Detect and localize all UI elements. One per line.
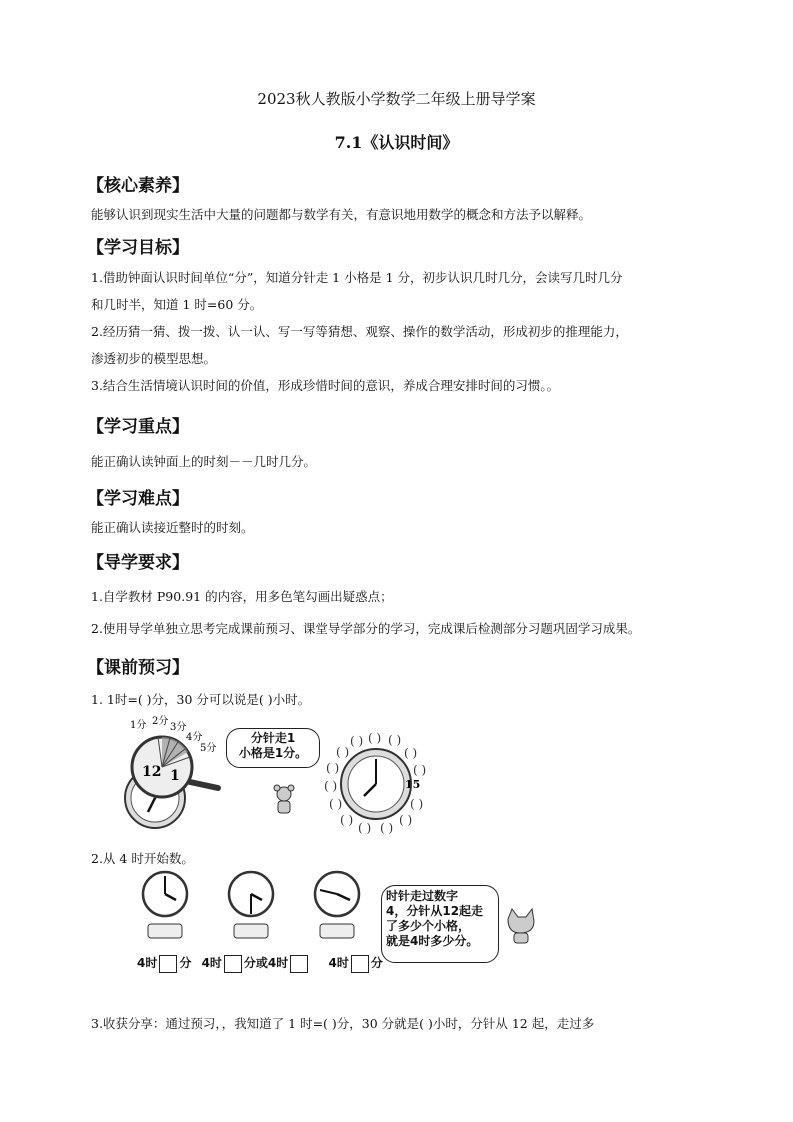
fox-icon [500, 905, 544, 945]
mag-label-4: 4分 [186, 732, 203, 743]
fill-label-5: 4时 [328, 956, 349, 970]
bubble2-line2: 4，分针从12起走 [386, 904, 484, 918]
answer-box-1[interactable] [159, 955, 177, 973]
clock-c-icon [315, 872, 359, 938]
difficult-text: 能正确认读接近整时的时刻。 [91, 520, 254, 535]
preview-q2: 2.从 4 时开始数。 [91, 851, 194, 866]
mag-num-1: 1 [170, 768, 180, 784]
magnifier-icon [130, 714, 218, 797]
mag-num-12: 12 [142, 764, 162, 780]
svg-text:( ): ( ) [380, 821, 394, 835]
minute-clock-icon [324, 731, 426, 835]
heading-key: 【学习重点】 [87, 417, 189, 437]
clock-b-icon [229, 872, 273, 938]
clock-num-15: 15 [405, 778, 421, 791]
speech-bubble-minute [226, 728, 320, 768]
bubble1-line1: 分针走1 [250, 731, 296, 745]
preview-q1: 1. 1时=( )分，30 分可以说是( )小时。 [91, 692, 311, 707]
bubble2-line4: 就是4时多少分。 [386, 934, 479, 948]
svg-text:( ): ( ) [326, 761, 340, 775]
clocks-figure [138, 868, 378, 948]
require-2: 2.使用导学单独立思考完成课前预习、课堂导学部分的学习，完成课后检测部分习题巩固学习成果。 [91, 621, 641, 636]
svg-text:( ): ( ) [368, 731, 382, 745]
fill-label-6: 分 [370, 956, 383, 970]
svg-text:( ): ( ) [340, 813, 354, 827]
fill-label-4: 分或4时 [243, 956, 289, 970]
answer-box-4[interactable] [351, 955, 369, 973]
svg-text:( ): ( ) [358, 821, 372, 835]
fill-row [137, 954, 383, 973]
svg-text:( ): ( ) [399, 813, 413, 827]
require-1: 1.自学教材 P90.91 的内容，用多色笔勾画出疑惑点； [91, 589, 393, 604]
clock-a-icon [143, 872, 187, 938]
mag-label-5: 5分 [200, 743, 217, 754]
heading-preview: 【课前预习】 [87, 658, 189, 678]
svg-text:( ): ( ) [410, 797, 424, 811]
svg-text:( ): ( ) [413, 763, 427, 777]
bubble1-line2: 小格是1分。 [238, 746, 308, 760]
heading-require: 【导学要求】 [87, 553, 189, 573]
answer-box-3[interactable] [290, 955, 308, 973]
fill-label-2: 分 [179, 956, 192, 970]
goal-1a: 1.借助钟面认识时间单位“分”，知道分针走 1 小格是 1 分，初步认识几时几分，会读写几时几分 [91, 270, 623, 285]
fill-label-1: 4时 [137, 956, 158, 970]
answer-box-2[interactable] [224, 955, 242, 973]
document-subtitle: 7.1《认识时间》 [334, 133, 459, 152]
mouse-icon [274, 785, 294, 813]
goal-2b: 渗透初步的模型思想。 [91, 351, 217, 366]
svg-text:( ): ( ) [329, 797, 343, 811]
mag-label-2: 2分 [152, 716, 169, 727]
bubble2-line3: 了多少个小格， [386, 919, 471, 933]
goal-3: 3.结合生活情境认识时间的价值，形成珍惜时间的意识，养成合理安排时间的习惯。。 [91, 378, 560, 393]
svg-text:( ): ( ) [336, 745, 350, 759]
svg-text:( ): ( ) [324, 779, 338, 793]
heading-difficult: 【学习难点】 [87, 489, 189, 509]
goal-1b: 和几时半，知道 1 时=60 分。 [91, 297, 263, 312]
svg-text:( ): ( ) [388, 733, 402, 747]
bubble2-line1: 时针走过数字 [386, 889, 459, 903]
preview-q3: 3.收获分享：通过预习，，我知道了 1 时=( )分，30 分就是( )小时，分针从 12 起，走过多 [91, 1016, 595, 1031]
core-text: 能够认识到现实生活中大量的问题都与数学有关，有意识地用数学的概念和方法予以解释。 [91, 207, 592, 222]
mag-label-1: 1分 [130, 720, 147, 731]
key-text: 能正确认读钟面上的时刻－－几时几分。 [91, 454, 317, 469]
fill-label-3: 4时 [201, 956, 222, 970]
heading-goals: 【学习目标】 [87, 238, 189, 258]
goal-2a: 2.经历猜一猜、拨一拨、认一认、写一写等猜想、观察、操作的数学活动，形成初步的推理能力， [91, 324, 628, 339]
svg-text:( ): ( ) [404, 746, 418, 760]
document-title: 2023秋人教版小学数学二年级上册导学案 [257, 90, 536, 108]
heading-core: 【核心素养】 [87, 176, 189, 196]
speech-bubble-count [381, 885, 499, 963]
svg-text:( ): ( ) [350, 734, 364, 748]
mag-label-3: 3分 [170, 722, 187, 733]
